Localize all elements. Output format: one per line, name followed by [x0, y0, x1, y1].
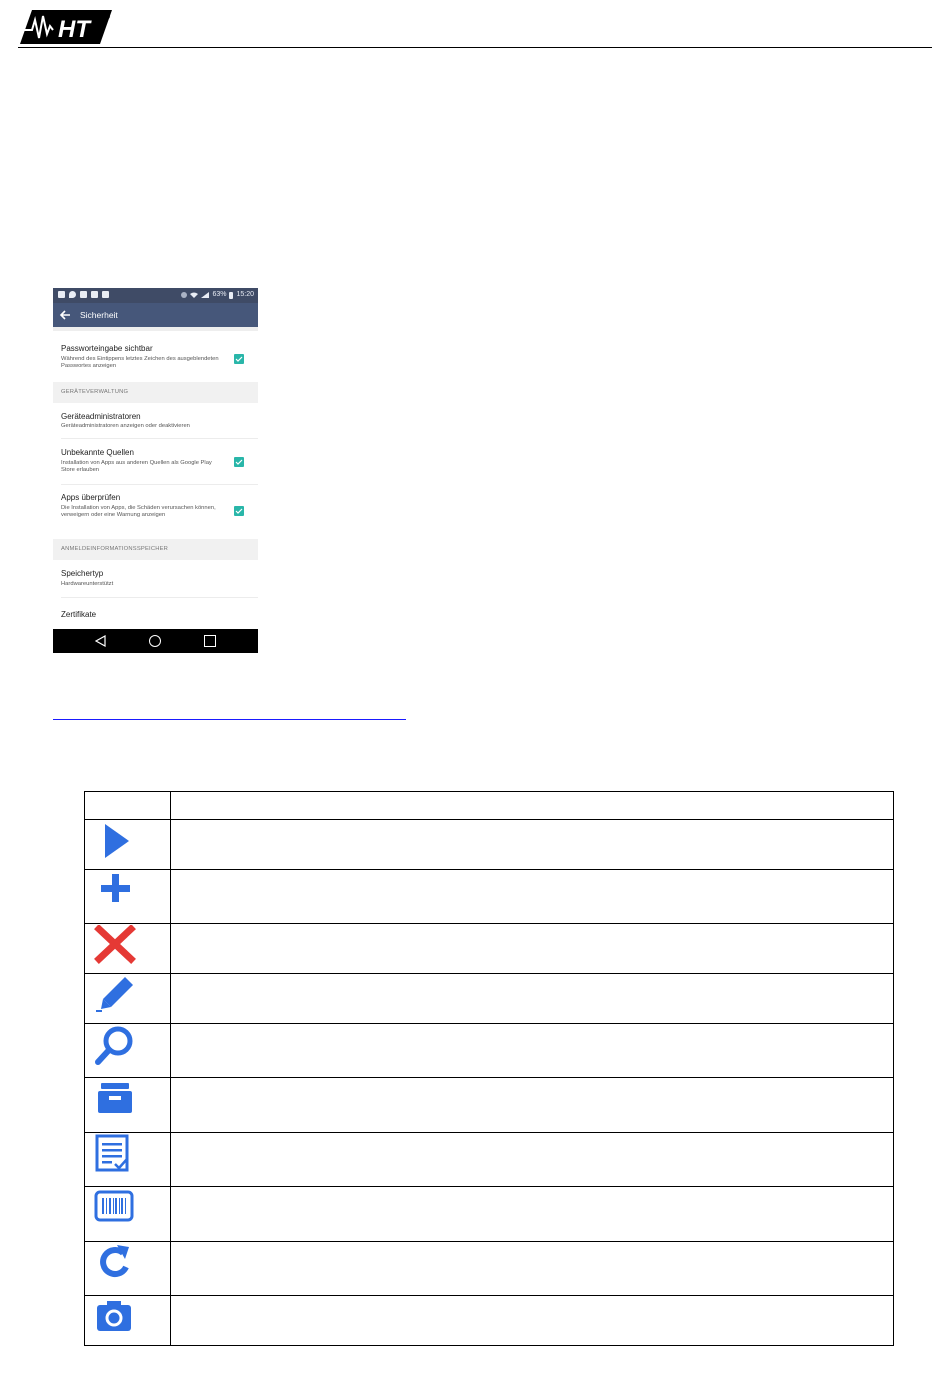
search-icon — [93, 1025, 137, 1065]
setting-title: Unbekannte Quellen — [61, 448, 134, 457]
logo-registered-mark: ® — [105, 14, 111, 21]
table-header-cell — [171, 792, 894, 820]
description-cell — [171, 1187, 894, 1242]
description-cell — [171, 1024, 894, 1078]
setting-subtitle: Die Installation von Apps, die Schäden verursachen können, verweigern oder eine Warnung anzeigen — [61, 505, 216, 519]
divider — [61, 438, 258, 439]
signal-icon — [201, 292, 209, 298]
description-cell — [171, 1242, 894, 1296]
calendar-notification-icon — [102, 291, 109, 298]
section-label: GERÄTEVERWALTUNG — [61, 389, 129, 395]
section-label: ANMELDEINFORMATIONSSPEICHER — [61, 546, 169, 552]
delete-x-icon — [93, 925, 137, 965]
header-rule — [18, 47, 932, 48]
gallery-notification-icon — [58, 291, 65, 298]
divider — [61, 597, 258, 598]
check-icon — [235, 355, 243, 363]
archive-icon — [93, 1079, 137, 1119]
setting-title: Geräteadministratoren — [61, 412, 141, 421]
setting-title: Speichertyp — [61, 569, 104, 578]
plus-icon — [93, 871, 137, 911]
description-cell — [171, 820, 894, 870]
document-check-icon — [93, 1134, 137, 1174]
table-row — [85, 1296, 894, 1346]
table-row — [85, 1078, 894, 1133]
nfc-icon — [181, 292, 187, 298]
table-header-row — [85, 792, 894, 820]
table-header-cell — [85, 792, 171, 820]
description-cell — [171, 974, 894, 1024]
clock: 15:20 — [236, 291, 254, 298]
ht-logo — [20, 10, 112, 44]
setting-subtitle: Installation von Apps aus anderen Quellen als Google Play Store erlauben — [61, 460, 212, 474]
divider — [61, 484, 258, 485]
status-bar — [53, 288, 258, 303]
section-header-device-admin — [53, 382, 258, 403]
setting-title: Zertifikate — [61, 610, 97, 619]
setting-title: Passworteingabe sichtbar — [61, 344, 153, 353]
icon-cell — [85, 870, 171, 924]
arrow-left-icon[interactable] — [59, 309, 71, 321]
description-cell — [171, 924, 894, 974]
hyperlink-underline[interactable] — [53, 719, 406, 720]
check-icon — [235, 507, 243, 515]
setting-subtitle: Hardwareunterstützt — [61, 581, 114, 587]
setting-subtitle: Geräteadministratoren anzeigen oder deaktivieren — [61, 423, 190, 429]
setting-title: Apps überprüfen — [61, 493, 121, 502]
app-bar-title: Sicherheit — [80, 310, 118, 320]
description-cell — [171, 1296, 894, 1346]
icon-cell — [85, 820, 171, 870]
section-header-credential-storage — [53, 539, 258, 560]
drop-notification-icon — [69, 291, 76, 298]
icon-cell — [85, 924, 171, 974]
checkbox-checked[interactable] — [234, 354, 244, 364]
phone-screenshot — [53, 288, 258, 653]
wifi-icon — [190, 292, 198, 298]
nav-back-icon[interactable] — [95, 635, 106, 647]
table-row — [85, 974, 894, 1024]
icon-cell — [85, 974, 171, 1024]
checkbox-checked[interactable] — [234, 506, 244, 516]
battery-percent: 63% — [212, 291, 227, 298]
nav-home-icon[interactable] — [149, 635, 161, 647]
pencil-icon — [93, 975, 137, 1015]
icon-cell — [85, 1296, 171, 1346]
table-row — [85, 820, 894, 870]
android-nav-bar — [53, 629, 258, 653]
table-row — [85, 870, 894, 924]
checkbox-checked[interactable] — [234, 457, 244, 467]
table-row — [85, 1024, 894, 1078]
table-row — [85, 924, 894, 974]
barcode-icon — [93, 1188, 137, 1228]
app-bar — [53, 303, 258, 327]
description-cell — [171, 870, 894, 924]
cut-off-section-header — [53, 327, 258, 331]
nav-recent-icon[interactable] — [204, 635, 216, 647]
icon-cell — [85, 1242, 171, 1296]
play-icon — [93, 821, 137, 861]
description-cell — [171, 1133, 894, 1187]
camera-icon — [93, 1297, 137, 1337]
table-row — [85, 1187, 894, 1242]
refresh-icon — [93, 1243, 137, 1283]
logo-text: HT — [58, 16, 90, 43]
qr-notification-icon — [80, 291, 87, 298]
icon-table — [84, 791, 894, 1346]
icon-cell — [85, 1024, 171, 1078]
description-cell — [171, 1078, 894, 1133]
table-row — [85, 1133, 894, 1187]
icon-cell — [85, 1078, 171, 1133]
icon-cell — [85, 1187, 171, 1242]
table-row — [85, 1242, 894, 1296]
battery-icon — [229, 292, 233, 299]
check-icon — [235, 458, 243, 466]
qr-notification-icon-2 — [91, 291, 98, 298]
setting-subtitle: Während des Eintippens letztes Zeichen des ausgeblendeten Passwortes anzeigen — [61, 356, 219, 370]
icon-cell — [85, 1133, 171, 1187]
